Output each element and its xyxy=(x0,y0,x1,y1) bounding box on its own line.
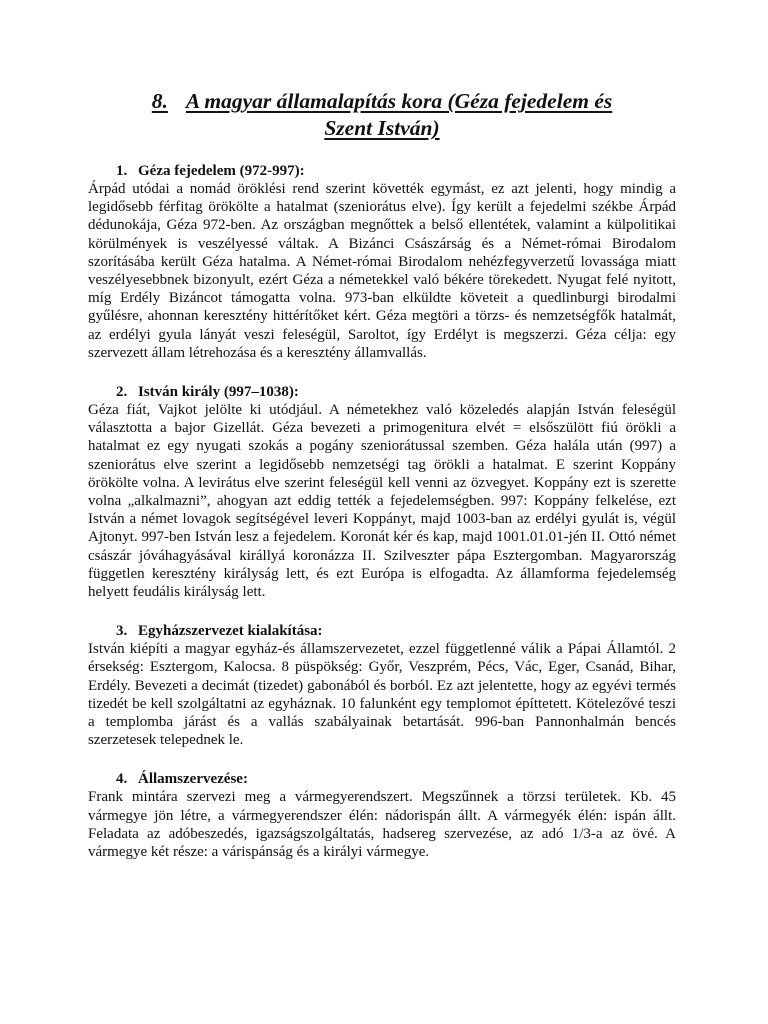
section-paragraph: Árpád utódai a nomád öröklési rend szerint követték egymást, ez azt jelenti, hogy mindig a legidősebb férfitag örökölte a hatalmat (szeniorátus elve). Így került a fejedelmi székbe Árpád dédunokája, Géza 972-ben. Az országban megnőttek a belső ellentétek, valamint a külpolitikai körülmények is veszélyessé váltak. A Bizánci Császárság és a Német-római Birodalom szorításába került Géza hatalma. A Német-római Birodalom nehézfegyverzetű lovassága miatt veszélyesebbnek bizonyult, ezért Géza a németekkel való békére törekedett. Nyugat felé nyitott, míg Erdély Bizáncot támogatta volna. 973-ban elküldte követeit a quedlinburgi birodalmi gyűlésre, ahonnan keresztény hittérítőket kért. Géza megtöri a törzs- és nemzetségfők hatalmát, az erdélyi gyula lányát veszi feleségül, Saroltot, így Erdélyt is megszerzi. Géza célja: egy szervezett állam létrehozása és a keresztény államvallás. xyxy=(88,181,676,361)
section-number: 1. xyxy=(116,163,128,179)
section-heading xyxy=(116,383,676,401)
section-heading-text: István király (997–1038): xyxy=(138,384,299,401)
title-line-2: Szent István) xyxy=(324,116,440,140)
title-number: 8. xyxy=(151,89,168,113)
section-geza xyxy=(88,162,676,362)
section-heading-text: Géza fejedelem (972-997): xyxy=(138,163,305,179)
section-number: 3. xyxy=(116,623,128,640)
section-paragraph: Frank mintára szervezi meg a vármegyerendszert. Megszűnnek a törzsi területek. Kb. 45 vármegye jön létre, a vármegyerendszer élén: nádorispán állt. A vármegyék élén: ispán állt. Feladata az adóbeszedés, igazságszolgáltatás, hadsereg szervezése, az adó 1/3-a az övé. A vármegye két része: a várispánság és a királyi vármegye. xyxy=(88,789,676,861)
section-heading-text: Egyházszervezet kialakítása: xyxy=(138,623,323,640)
section-heading xyxy=(116,770,676,788)
section-istvan xyxy=(88,383,676,601)
section-allamszervezes xyxy=(88,770,676,861)
section-paragraph: Géza fiát, Vajkot jelölte ki utódjául. A németekhez való közeledés alapján István feleségül választotta a bajor Gizellát. Géza bevezeti a primogenitura elvét = elsőszülött fiú örökli a hatalmat ez egy nyugati szokás a pogány szeniorátussal szemben. Géza halála után (997) a szeniorátus elve szerint a legidősebb nemzetségi tag örökli a hatalmat. E szerint Koppány örökölte volna. A levirátus elve szerint feleségül kell venni az özvegyet. Koppány ezt is szerette volna „alkalmazni”, ahogyan azt eddig tették a fejedelemségben. 997: Koppány felkelése, ezt István a német lovagok segítségével leveri Koppányt, majd 1003-ban az erdélyi gyulát is, végül Ajtonyt. 997-ben István lesz a fejedelem. Koronát kér és kap, majd 1001.01.01-jén II. Ottó német császár jóváhagyásával királlyá koronázza II. Szilveszter pápa Esztergomban. Magyarország független keresztény királyság lett, és ezt Európa is elfogadta. Az államforma fejedelemség helyett feudális királyság lett. xyxy=(88,402,676,601)
section-egyhazszervezet xyxy=(88,622,676,749)
section-heading xyxy=(116,162,676,180)
document-page xyxy=(88,88,676,861)
section-paragraph: István kiépíti a magyar egyház-és államszervezetet, ezzel függetlenné válik a Pápai Államtól. 2 érsekség: Esztergom, Kalocsa. 8 püspökség: Győr, Veszprém, Pécs, Vác, Eger, Csanád, Bihar, Erdély. Bevezeti a decimát (tizedet) gabonából és borból. Ez azt jelentette, hogy az egyévi termés tizedét be kell szolgáltatni az egyháznak. 10 falunként egy templomot építtetett. Kötelezővé teszi a templomba járást és a vallás szabályainak betartását. 996-ban Pannonhalmán bencés szerzetesek telepednek le. xyxy=(88,641,676,749)
document-title xyxy=(88,88,676,142)
section-number: 4. xyxy=(116,771,128,788)
section-number: 2. xyxy=(116,384,128,401)
section-heading-text: Államszervezése: xyxy=(138,771,248,788)
section-heading xyxy=(116,622,676,640)
title-line-1: A magyar államalapítás kora (Géza fejedelem és xyxy=(185,89,613,113)
